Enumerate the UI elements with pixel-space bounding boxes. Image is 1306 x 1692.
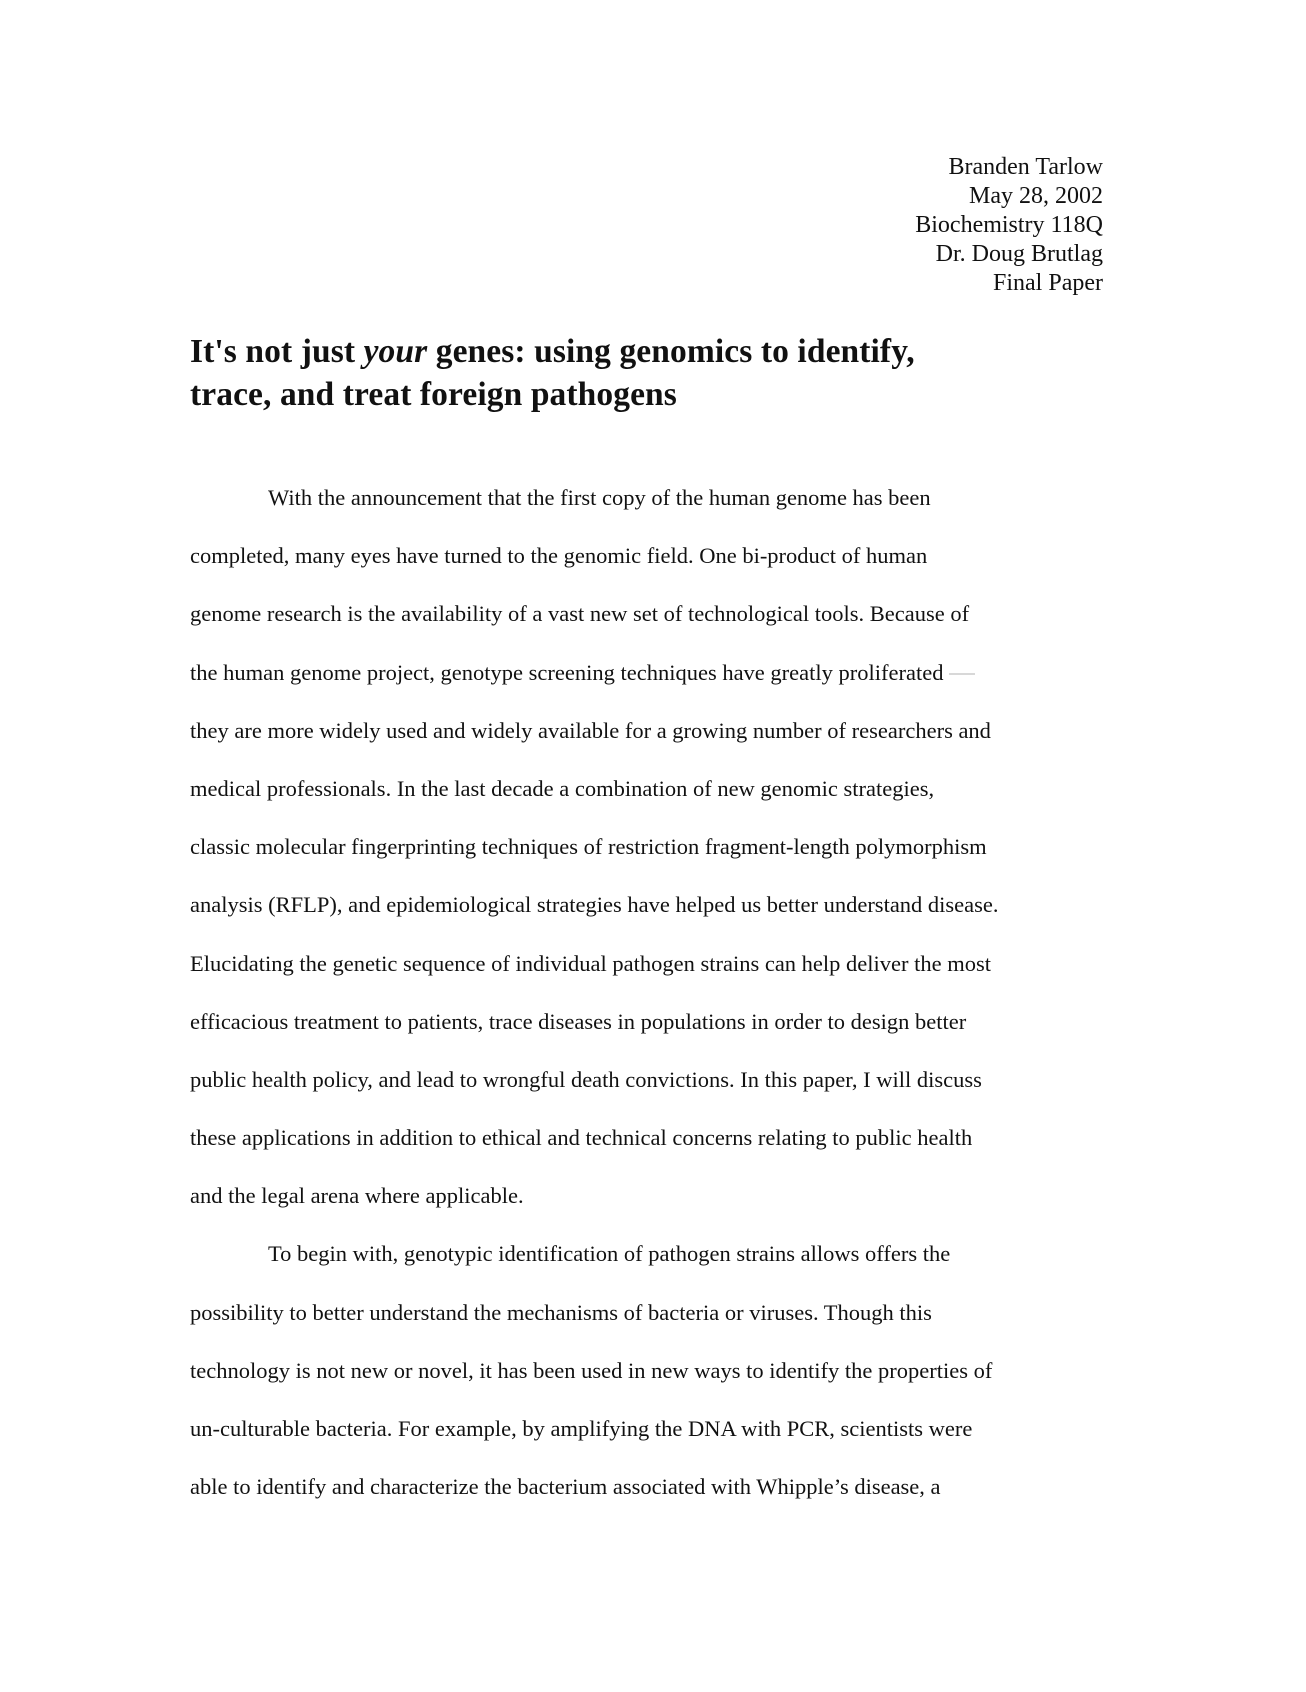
paragraph-1-line: Elucidating the genetic sequence of individual pathogen strains can help deliver the most	[190, 950, 992, 976]
title-line-1	[190, 330, 1090, 373]
paragraph-2-line: possibility to better understand the mechanisms of bacteria or viruses. Though this	[190, 1299, 932, 1325]
paper-title	[190, 330, 1090, 416]
title-suffix: genes: using genomics to identify,	[427, 333, 915, 370]
author-name: Branden Tarlow	[948, 154, 1103, 180]
paper-date: May 28, 2002	[969, 183, 1103, 209]
paragraph-2-line: To begin with, genotypic identification of pathogen strains allows offers the	[268, 1241, 951, 1267]
paragraph-2-line: able to identify and characterize the bacterium associated with Whipple’s disease, a	[190, 1474, 941, 1500]
paragraph-1-line: the human genome project, genotype screening techniques have greatly proliferated	[190, 659, 944, 685]
paragraph-1-line: and the legal arena where applicable.	[190, 1183, 524, 1209]
paragraph-1-line: these applications in addition to ethical and technical concerns relating to public health	[190, 1125, 973, 1151]
paragraph-1-line: genome research is the availability of a vast new set of technological tools. Because of	[190, 601, 970, 627]
paragraph-1-line: With the announcement that the first copy of the human genome has been	[268, 485, 931, 510]
paper-header	[915, 153, 1103, 298]
title-prefix: It's not just	[190, 333, 364, 370]
paragraph-1-line: public health policy, and lead to wrongful death convictions. In this paper, I will discuss	[190, 1066, 982, 1092]
paragraph-1-line: analysis (RFLP), and epidemiological strategies have helped us better understand disease.	[190, 892, 999, 918]
document-type: Final Paper	[993, 270, 1103, 296]
paragraph-1-line: classic molecular fingerprinting techniques of restriction fragment-length polymorphism	[190, 834, 987, 860]
instructor-name: Dr. Doug Brutlag	[935, 241, 1103, 267]
course-name: Biochemistry 118Q	[915, 212, 1103, 238]
paragraph-1-line: medical professionals. In the last decade a combination of new genomic strategies,	[190, 775, 935, 801]
paragraph-1-line-with-dash	[190, 644, 1110, 702]
body-text	[190, 469, 1110, 1516]
em-dash-mark	[949, 673, 975, 675]
paragraph-2-line: technology is not new or novel, it has been used in new ways to identify the properties of	[190, 1357, 993, 1383]
paragraph-1-line: efficacious treatment to patients, trace diseases in populations in order to design better	[190, 1008, 967, 1034]
paragraph-1-line: they are more widely used and widely available for a growing number of researchers and	[190, 717, 991, 743]
title-emphasis: your	[363, 333, 428, 370]
paragraph-1-line: completed, many eyes have turned to the genomic field. One bi-product of human	[190, 543, 928, 569]
title-line-2: trace, and treat foreign pathogens	[190, 376, 677, 413]
paragraph-2-line: un-culturable bacteria. For example, by amplifying the DNA with PCR, scientists were	[190, 1416, 973, 1441]
